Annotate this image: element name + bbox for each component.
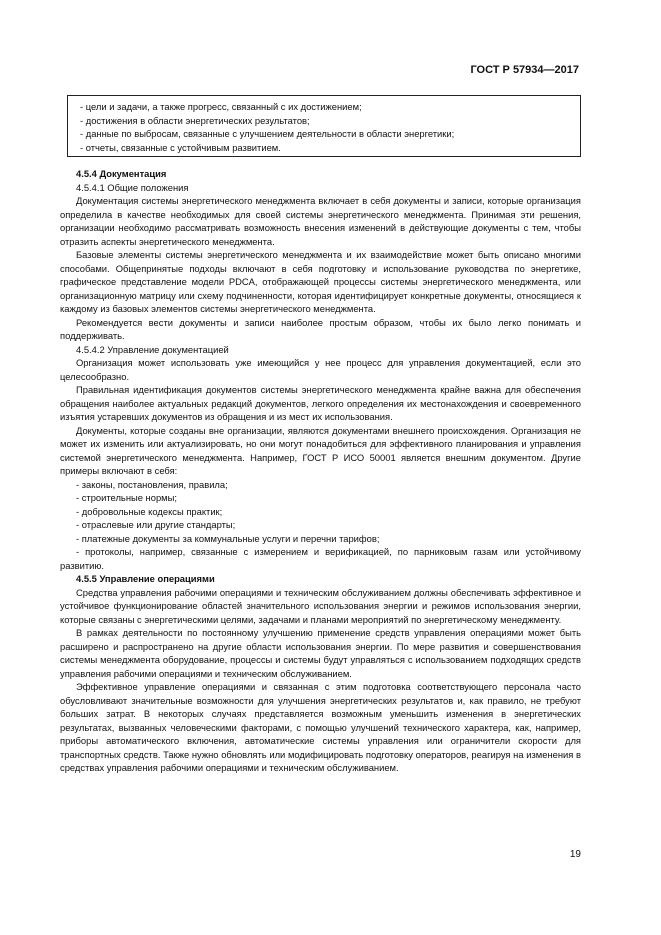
paragraph: Средства управления рабочими операциями и техническим обслуживанием должны обеспечивать эффективное и устойчивое функционирование областей значительного использования энергии и режимов использования энергии, которые связаны с энергетическими целями, задачами и планами мероприятий по энергетическому менеджменту. xyxy=(60,586,581,625)
subsection-heading: 4.5.4.1 Общие положения xyxy=(76,181,189,193)
paragraph: Правильная идентификация документов системы энергетического менеджмента крайне важна для обеспечения обращения наиболее актуальных редакций документов, легкого определения их местонахождения и своевременного изъятия устаревших документов из обращения и из мест их использования. xyxy=(60,384,581,422)
list-item: - законы, постановления, правила; xyxy=(76,478,228,490)
paragraph: Рекомендуется вести документы и записи наиболее простым образом, чтобы их было легко понимать и поддерживать. xyxy=(60,316,581,341)
box-item: - достижения в области энергетических результатов; xyxy=(80,114,310,126)
paragraph: Документы, которые созданы вне организации, являются документами внешнего происхождения. Организация не может их изменить или актуализировать, но они могут понадобиться для эффективного планирования и управления системой энергетического менеджмента. Например, ГОСТ Р ИСО 50001 является внешним документом. Другие примеры включают в себя: xyxy=(60,424,581,476)
box-item: - данные по выбросам, связанные с улучшением деятельности в области энергетики; xyxy=(80,128,455,139)
box-item: - отчеты, связанные с устойчивым развитием. xyxy=(80,141,281,153)
paragraph: Базовые элементы системы энергетического менеджмента и их взаимодействие может быть описано многими способами. Общепринятые подходы включают в себя подготовку и использование руководства по энергетике, графическое представление модели PDCA, отображающей процессы системы энергетического менеджмента, или организационную матрицу или схему подчиненности, которая идентифицирует конкретные документы, относящиеся к каждому из базовых элементов системы энергетического менеджмента. xyxy=(60,249,581,314)
paragraph: Эффективное управление операциями и связанная с этим подготовка соответствующего персонала часто обусловливают значительные возможности для улучшения энергетических результатов и, как правило, не требуют больших затрат. В некоторых случаях представляется возможным уменьшить изменения в энергетических результатах, вызванных человеческими факторами, с помощью улучшений технического характера, как, например, приборы автоматического включения, автоматические системы управления или ограничители скорости для транспортных средств. Также нужно обновлять или модифицировать подготовку операторов, реагируя на изменения в средствах управления рабочими операциями и техническим обслуживанием. xyxy=(60,681,581,773)
paragraph: Организация может использовать уже имеющийся у нее процесс для управления документацией, если это целесообразно. xyxy=(60,357,581,382)
page-number: 19 xyxy=(569,849,581,860)
section-heading: 4.5.5 Управление операциями xyxy=(76,573,215,584)
list-item: - протоколы, например, связанные с измерением и верификацией, по парниковым газам или устойчивому развитию. xyxy=(60,546,581,571)
document-header: ГОСТ Р 57934—2017 xyxy=(470,64,579,76)
document-body xyxy=(60,167,581,775)
list-item: - платежные документы за коммунальные услуги и перечни тарифов; xyxy=(76,532,380,544)
list-item: - добровольные кодексы практик; xyxy=(76,505,223,517)
paragraph: Документация системы энергетического менеджмента включает в себя документы и записи, которые организация определила в качестве необходимых для своей системы энергетического менеджмента. Принимая эти решения, организации необходимо рассматривать возможность внесения изменений в действующие документы с тем, чтобы отразить аспекты энергетического менеджмента. xyxy=(60,195,581,247)
subsection-heading: 4.5.4.2 Управление документацией xyxy=(76,343,229,355)
list-item: - строительные нормы; xyxy=(76,492,177,503)
paragraph: В рамках деятельности по постоянному улучшению применение средств управления операциями может быть расширено и распространено на другие области использования энергии. По мере развития и совершенствования системы менеджмента оборудование, процессы и системы будут управляться с использованием подходящих средств управления рабочими операциями и техническим обслуживанием. xyxy=(60,627,581,679)
list-item: - отраслевые или другие стандарты; xyxy=(76,519,236,530)
box-item: - цели и задачи, а также прогресс, связанный с их достижением; xyxy=(80,101,362,112)
boxed-list xyxy=(67,95,581,157)
section-heading: 4.5.4 Документация xyxy=(76,168,167,179)
